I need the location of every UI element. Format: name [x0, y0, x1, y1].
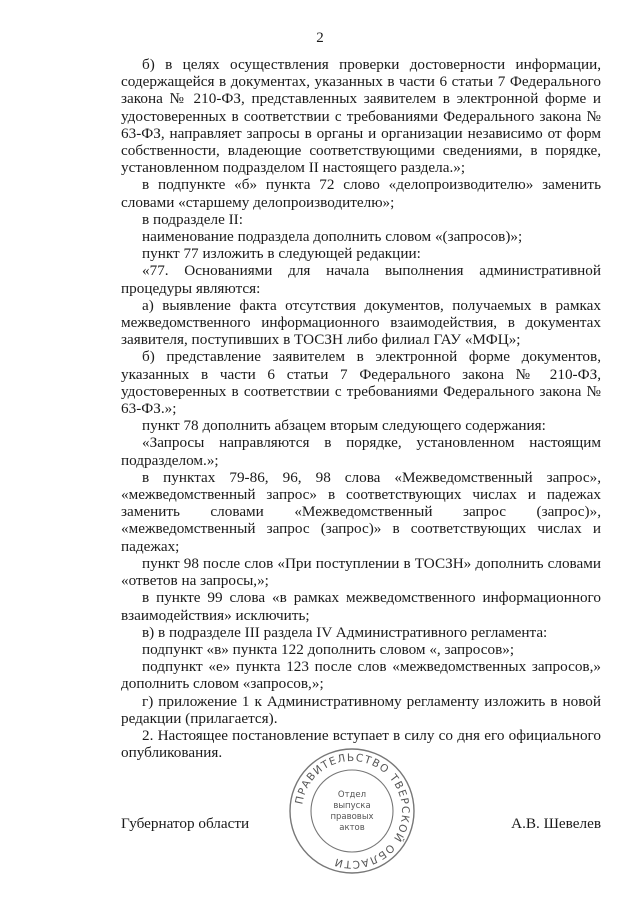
paragraph: б) представление заявителем в электронной форме документов, указанных в части 6 статьи 7 Федерального закона № 210-ФЗ, удостоверенных в соответствии с требованиями Федерального закона № 63-ФЗ.»;	[121, 348, 601, 418]
stamp-line: актов	[339, 823, 365, 833]
signature-block	[121, 815, 601, 835]
paragraph: пункт 77 изложить в следующей редакции:	[142, 245, 421, 263]
paragraph: подпункт «в» пункта 122 дополнить словом «, запросов»;	[142, 640, 515, 658]
stamp-ring-text: ПРАВИТЕЛЬСТВО ТВЕРСКОЙ ОБЛАСТИ	[293, 751, 412, 871]
paragraph: «Запросы направляются в порядке, установленном настоящим подразделом.»;	[121, 434, 601, 469]
signature-name: А.В. Шевелев	[511, 815, 601, 832]
paragraph: в пунктах 79-86, 96, 98 слова «Межведомственный запрос», «межведомственный запрос» в соответствующих числах и падежах заменить словами «Межведомственный запрос (запрос)», «межведомственный запрос (запрос)» в соответствующих числах и падежах;	[121, 468, 601, 555]
page-number: 2	[316, 30, 324, 46]
document-body	[121, 56, 601, 761]
paragraph: «77. Основаниями для начала выполнения административной процедуры являются:	[121, 262, 601, 297]
paragraph: а) выявление факта отсутствия документов, получаемых в рамках межведомственного информационного взаимодействия, в документах заявителя, поступивших в ТОСЗН либо филиал ГАУ «МФЦ»;	[121, 296, 601, 349]
paragraph: пункт 98 после слов «При поступлении в ТОСЗН» дополнить словами «ответов на запросы,»;	[121, 554, 601, 590]
stamp-line: правовых	[330, 812, 374, 822]
stamp-line: выпуска	[333, 801, 371, 811]
paragraph: 2. Настоящее постановление вступает в силу со дня его официального опубликования.	[121, 726, 601, 762]
paragraph: в пункте 99 слова «в рамках межведомственного информационного взаимодействия» исключить;	[121, 589, 601, 624]
paragraph: в) в подразделе III раздела IV Административного регламента:	[142, 623, 548, 641]
stamp-line: Отдел	[337, 790, 367, 800]
paragraph: пункт 78 дополнить абзацем вторым следующего содержания:	[142, 417, 546, 435]
paragraph: г) приложение 1 к Административному регламенту изложить в новой редакции (прилагается).	[121, 692, 601, 727]
paragraph: подпункт «е» пункта 123 после слов «межведомственных запросов,» дополнить словом «запросов,»;	[121, 658, 601, 693]
paragraph: в подразделе II:	[142, 210, 243, 228]
paragraph: б) в целях осуществления проверки достоверности информации, содержащейся в документах, указанных в части 6 статьи 7 Федерального закона № 210-ФЗ, представленных заявителем в электронной форме и удостоверенных в соответствии с требованиями Федерального закона № 63-ФЗ, направляет запросы в органы и организации независимо от форм собственности, владеющие соответствующими сведениями, в порядке, установленном подразделом II настоящего раздела.»;	[121, 56, 601, 177]
paragraph: наименование подраздела дополнить словом «(запросов)»;	[142, 228, 523, 246]
paragraph: в подпункте «б» пункта 72 слово «делопроизводителю» заменить словами «старшему делопроизводителю»;	[121, 176, 601, 211]
signature-title: Губернатор области	[121, 815, 250, 832]
official-stamp	[288, 747, 416, 875]
